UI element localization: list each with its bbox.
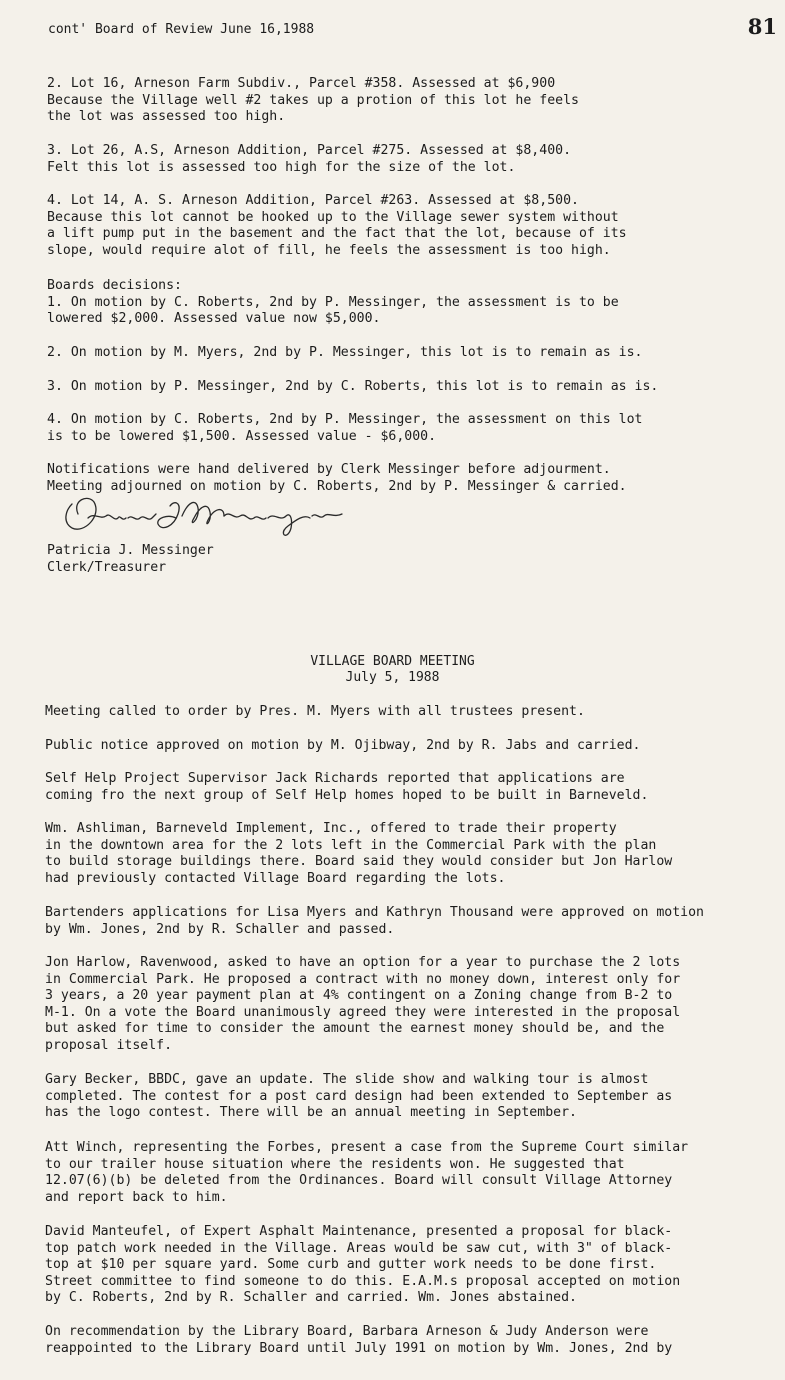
decision-paragraph: 3. On motion by P. Messinger, 2nd by C. Roberts, this lot is to remain as is.	[47, 379, 659, 394]
meeting-date: July 5, 1988	[345, 670, 440, 685]
closing-paragraph: Notifications were hand delivered by Clerk Messinger before adjourment. Meeting adjourned on motion by C. Roberts, 2nd by P. Messinger & carried.	[47, 462, 627, 494]
appeal-paragraph: 3. Lot 26, A.S, Arneson Addition, Parcel #275. Assessed at $8,400. Felt this lot is assessed too high for the size of the lot.	[47, 143, 572, 175]
minutes-paragraph: On recommendation by the Library Board, Barbara Arneson & Judy Anderson were reappointed to the Library Board until July 1991 on motion by Wm. Jones, 2nd by	[45, 1324, 673, 1356]
decision-paragraph: 4. On motion by C. Roberts, 2nd by P. Messinger, the assessment on this lot is to be lowered $1,500. Assessed value - $6,000.	[47, 412, 643, 444]
appeal-paragraph: 4. Lot 14, A. S. Arneson Addition, Parcel #263. Assessed at $8,500. Because this lot cannot be hooked up to the Village sewer system without a lift pump put in the basement and the fact that the lot, because of its slope, would require alot of fill, he feels the assessment is too high.	[47, 193, 627, 258]
running-header: cont' Board of Review June 16,1988	[48, 22, 315, 37]
signer-title: Clerk/Treasurer	[47, 560, 167, 575]
meeting-heading: VILLAGE BOARD MEETING	[310, 654, 475, 669]
minutes-paragraph: Bartenders applications for Lisa Myers and Kathryn Thousand were approved on motion by Wm. Jones, 2nd by R. Schaller and passed.	[45, 905, 704, 937]
appeal-paragraph: 2. Lot 16, Arneson Farm Subdiv., Parcel #358. Assessed at $6,900 Because the Village well #2 takes up a protion of this lot he feels the lot was assessed too high.	[47, 76, 579, 125]
decision-paragraph: 2. On motion by M. Myers, 2nd by P. Messinger, this lot is to remain as is.	[47, 345, 643, 360]
signer-name: Patricia J. Messinger	[47, 543, 214, 558]
minutes-paragraph: Gary Becker, BBDC, gave an update. The slide show and walking tour is almost completed. The contest for a post card design had been extended to September as has the logo contest. There will be an annual meeting in September.	[45, 1072, 673, 1121]
minutes-paragraph: Public notice approved on motion by M. Ojibway, 2nd by R. Jabs and carried.	[45, 738, 641, 753]
decision-paragraph: Boards decisions: 1. On motion by C. Roberts, 2nd by P. Messinger, the assessment is to be lowered $2,000. Assessed value now $5,000.	[47, 278, 619, 327]
minutes-paragraph: Meeting called to order by Pres. M. Myers with all trustees present.	[45, 704, 585, 719]
minutes-paragraph: Wm. Ashliman, Barneveld Implement, Inc., offered to trade their property in the downtown area for the 2 lots left in the Commercial Park with the plan to build storage buildings there. Board said they would consider but Jon Harlow had previously contacted Village Board regarding the lots.	[45, 821, 673, 886]
minutes-paragraph: David Manteufel, of Expert Asphalt Maintenance, presented a proposal for black- top patch work needed in the Village. Areas would be saw cut, with 3" of black- top at $10 per square yard. Some curb and gutter work needs to be done first. Street committee to find someone to do this. E.A.M.s proposal accepted on motion by C. Roberts, 2nd by R. Schaller and carried. Wm. Jones abstained.	[45, 1224, 681, 1306]
handwritten-signature	[58, 492, 358, 542]
page-number: 81	[747, 14, 777, 39]
minutes-paragraph: Self Help Project Supervisor Jack Richards reported that applications are coming fro the next group of Self Help homes hoped to be built in Barneveld.	[45, 771, 649, 803]
minutes-paragraph: Att Winch, representing the Forbes, present a case from the Supreme Court similar to our trailer house situation where the residents won. He suggested that 12.07(6)(b) be deleted from the Ordinances. Board will consult Village Attorney and report back to him.	[45, 1140, 689, 1205]
minutes-paragraph: Jon Harlow, Ravenwood, asked to have an option for a year to purchase the 2 lots in Commercial Park. He proposed a contract with no money down, interest only for 3 years, a 20 year payment plan at 4% contingent on a Zoning change from B-2 to M-1. On a vote the Board unanimously agreed they were interested in the proposal but asked for time to consider the amount the earnest money should be, and the proposal itself.	[45, 955, 681, 1053]
